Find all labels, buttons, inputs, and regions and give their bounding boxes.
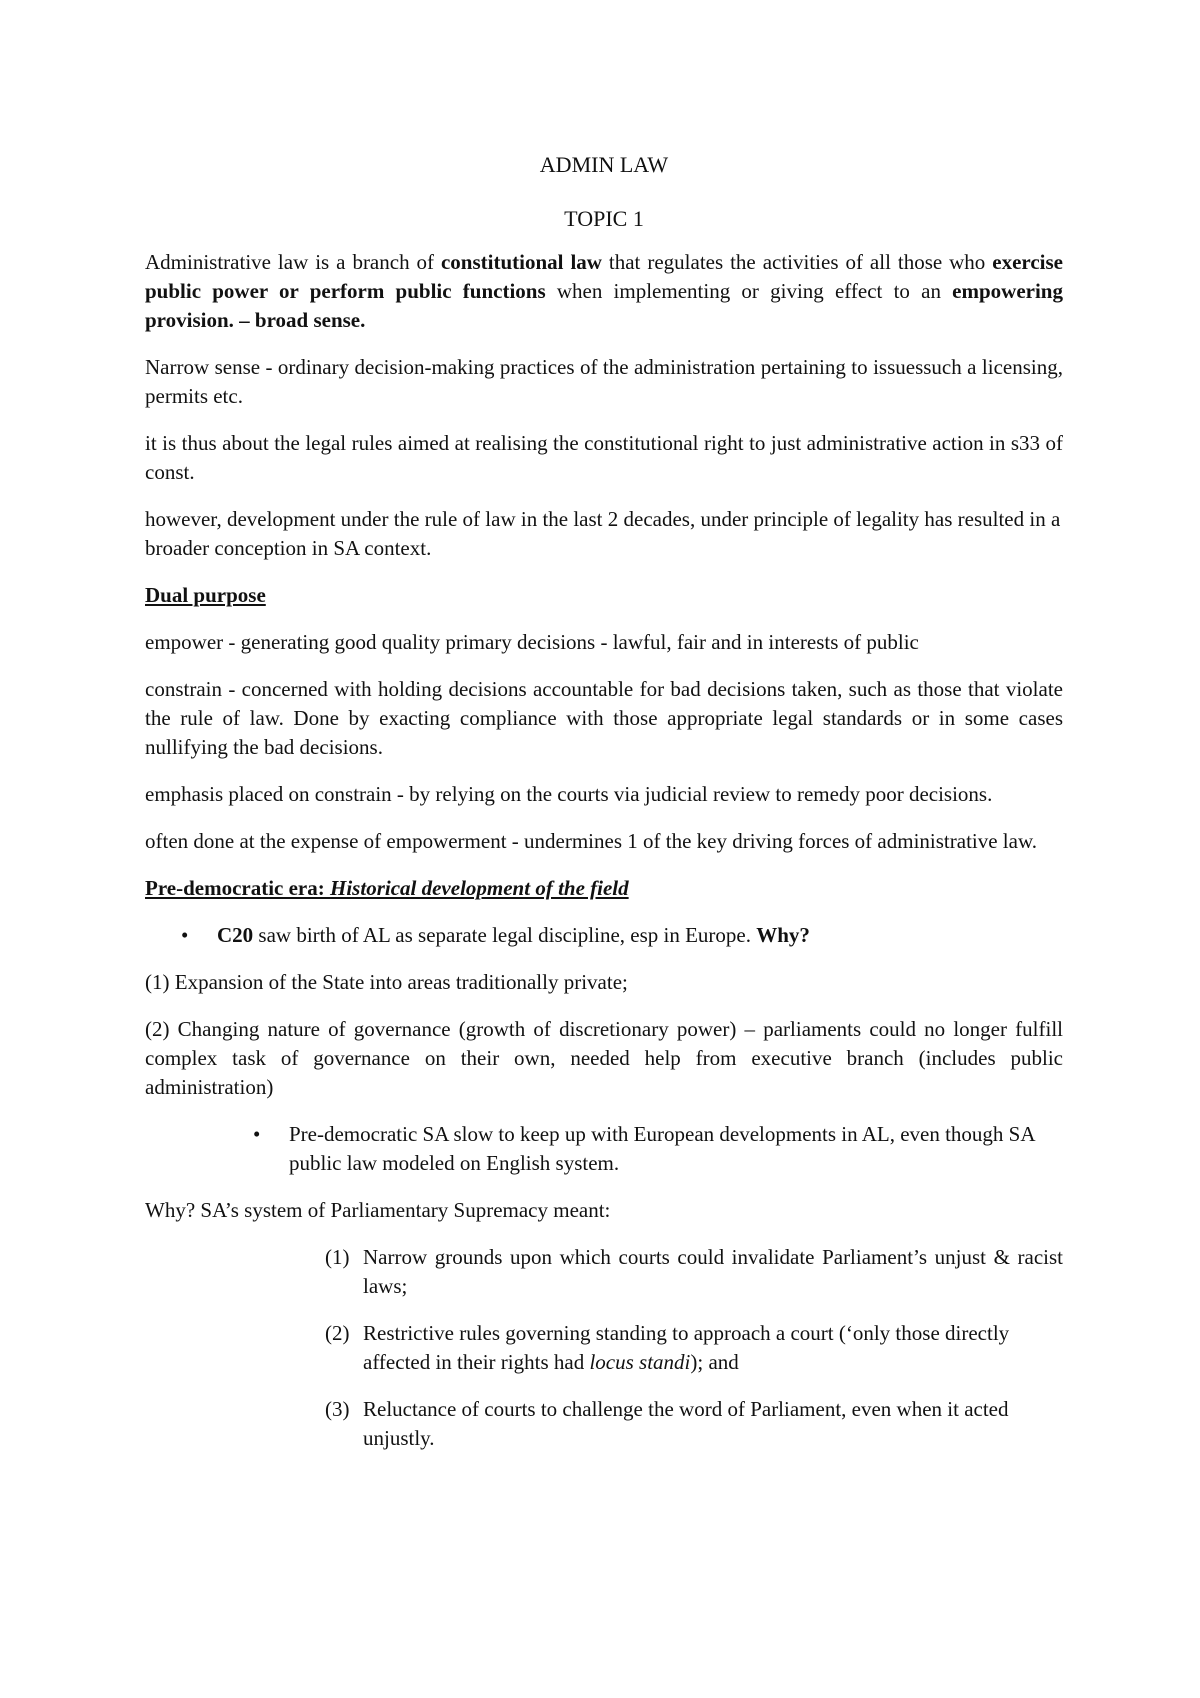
reason-2-paragraph: (2) Changing nature of governance (growth of discretionary power) – parliaments could no longer fulfill complex task of governance on their own, needed help from executive branch (includes public administration) <box>145 1017 1063 1099</box>
list-item: (2) Restrictive rules governing standing to approach a court (‘only those directly affected in their rights had locus standi); and <box>325 1321 1010 1374</box>
pre-democratic-heading: Pre-democratic era: Historical development of the field <box>145 876 629 900</box>
broader-conception-paragraph: however, development under the rule of law in the last 2 decades, under principle of legality has resulted in a broader conception in SA context. <box>145 507 1061 560</box>
bullet-icon: • <box>181 923 189 947</box>
document-title: ADMIN LAW <box>539 152 669 177</box>
empower-paragraph: empower - generating good quality primary decisions - lawful, fair and in interests of public <box>145 630 919 654</box>
emphasis-paragraph: emphasis placed on constrain - by relying on the courts via judicial review to remedy poor decisions. <box>145 782 993 806</box>
dual-purpose-heading: Dual purpose <box>145 583 266 607</box>
intro-paragraph: Administrative law is a branch of constitutional law that regulates the activities of all those who exercise public power or perform public functions when implementing or giving effect to an empowering provision. – broad sense. <box>145 250 1063 332</box>
constitutional-right-paragraph: it is thus about the legal rules aimed at realising the constitutional right to just administrative action in s33 of const. <box>145 431 1063 484</box>
bullet-icon: • <box>253 1122 261 1146</box>
narrow-sense-paragraph: Narrow sense - ordinary decision-making practices of the administration pertaining to issuessuch a licensing, permits etc. <box>145 355 1063 408</box>
bullet-item-pre-democratic-sa: • Pre-democratic SA slow to keep up with European developments in AL, even though SA public law modeled on English system. <box>145 1120 1063 1178</box>
often-paragraph: often done at the expense of empowerment - undermines 1 of the key driving forces of administrative law. <box>145 829 1038 853</box>
why-sa-paragraph: Why? SA’s system of Parliamentary Supremacy meant: <box>145 1198 611 1222</box>
reason-1-paragraph: (1) Expansion of the State into areas traditionally private; <box>145 970 628 994</box>
document-body <box>145 248 1063 1471</box>
list-item: (1) Narrow grounds upon which courts could invalidate Parliament’s unjust & racist laws; <box>325 1245 1063 1298</box>
topic-heading: TOPIC 1 <box>564 206 644 231</box>
constrain-paragraph: constrain - concerned with holding decisions accountable for bad decisions taken, such as those that violate the rule of law. Done by exacting compliance with those appropriate legal standards or in some cases nullifying the bad decisions. <box>145 677 1063 759</box>
bullet-item-c20: • C20 saw birth of AL as separate legal discipline, esp in Europe. Why? <box>145 921 1063 950</box>
list-item: (3) Reluctance of courts to challenge the word of Parliament, even when it acted unjustly. <box>325 1397 1009 1450</box>
